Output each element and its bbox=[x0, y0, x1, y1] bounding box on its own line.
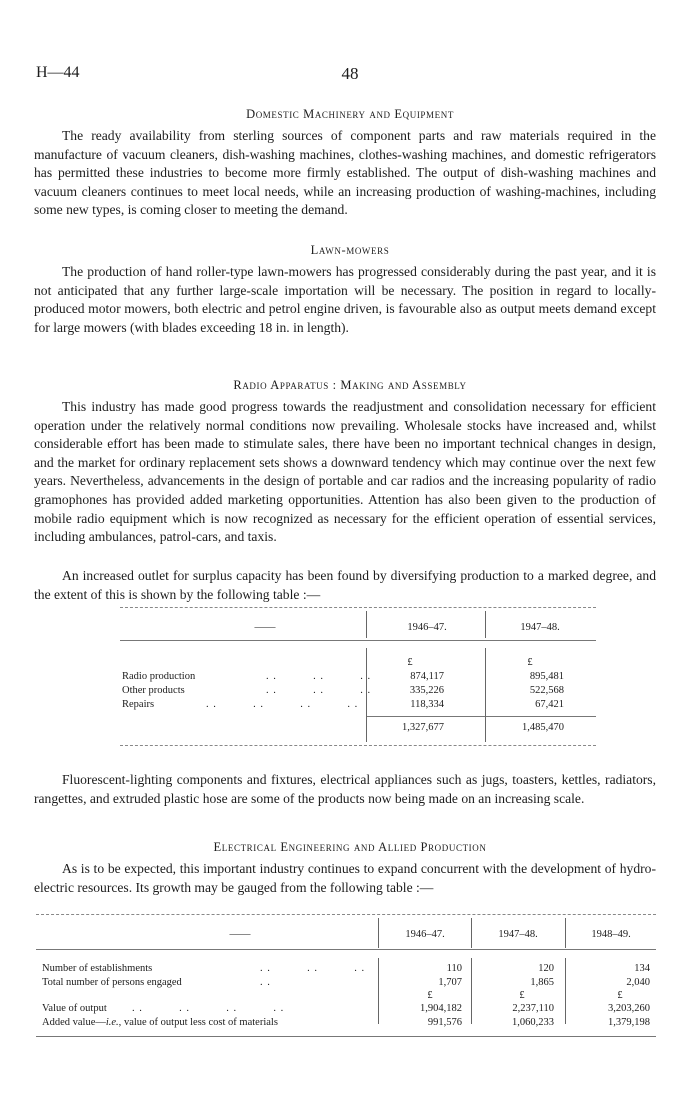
table-rule bbox=[120, 745, 596, 746]
column-divider bbox=[471, 958, 472, 1024]
paragraph-domestic-machinery: The ready availability from sterling sources of component parts and raw materials required in the manufacture of vacuum cleaners, dish-washing machines, clothes-washing machines, and domestic refrigerators has permitted these industries to become more firmly established. The output of dish-washing machines and vacuum cleaners continues to meet local needs, while an increasing production of washing-machines, including some new types, is coming closer to meeting the demand. bbox=[34, 128, 656, 218]
table-cell: 3,203,260 bbox=[608, 1003, 650, 1014]
table-cell: 1,060,233 bbox=[512, 1017, 554, 1028]
column-divider bbox=[366, 716, 367, 742]
table-rule bbox=[36, 1036, 656, 1037]
column-divider bbox=[485, 611, 486, 638]
dot-leader: . . . . . . bbox=[260, 963, 366, 974]
table-total: 1,485,470 bbox=[522, 722, 564, 733]
table-row-label: Number of establishments bbox=[42, 963, 153, 974]
table-row-label: Other products bbox=[122, 685, 185, 696]
currency-unit: £ bbox=[527, 657, 533, 668]
table-blank-header: —— bbox=[229, 929, 251, 940]
section-title-lawn-mowers: Lawn-mowers bbox=[310, 243, 390, 257]
column-header: 1946–47. bbox=[405, 929, 445, 940]
table-cell: 120 bbox=[538, 963, 554, 974]
section-title-radio-apparatus: Radio Apparatus : Making and Assembly bbox=[233, 378, 467, 392]
currency-unit: £ bbox=[427, 990, 433, 1001]
paragraph-radio-industry: This industry has made good progress towards the readjustment and consolidation necessary for efficient operation under the relatively normal conditions now prevailing. Wholesale stocks have increased and, whilst considerable effort has been made to stimulate sales, there have been no important technical changes in design, and the market for ordinary replacement sets shows a downward tendency which may continue over the next few years. Nevertheless, advancements in the design of portable and car radios and the increasing popularity of radio gramophones has provided added marketing opportunities. Attention has also been given to the production of mobile radio equipment which is now recognized as necessary for the efficient operation of essential services, including ambulances, patrol-cars, and taxis. bbox=[34, 399, 656, 545]
column-header: 1947–48. bbox=[520, 622, 560, 633]
label-part: Added value— bbox=[42, 1017, 106, 1028]
column-divider bbox=[485, 648, 486, 716]
column-divider bbox=[565, 918, 566, 948]
table-cell: 2,237,110 bbox=[512, 1003, 554, 1014]
section-title-domestic-machinery: Domestic Machinery and Equipment bbox=[246, 107, 454, 121]
table-row-label: Value of output bbox=[42, 1003, 107, 1014]
table-cell: 67,421 bbox=[535, 699, 564, 710]
table-rule bbox=[120, 607, 596, 608]
paragraph-electrical-engineering: As is to be expected, this important industry continues to expand concurrent with the development of hydro-electric resources. Its growth may be gauged from the following table :— bbox=[34, 861, 656, 895]
column-header: 1947–48. bbox=[498, 929, 538, 940]
column-divider bbox=[378, 958, 379, 1024]
dot-leader: . . . . . . . . bbox=[132, 1003, 285, 1014]
table-total: 1,327,677 bbox=[402, 722, 444, 733]
table-cell: 522,568 bbox=[529, 685, 564, 696]
label-part-italic: i.e., bbox=[105, 1017, 122, 1028]
dot-leader: . . . . . . bbox=[266, 671, 372, 682]
paragraph-fluorescent-lighting: Fluorescent-lighting components and fixtures, electrical appliances such as jugs, toasters, kettles, radiators, rangettes, and extruded plastic hose are some of the products now being made on an increasing scale. bbox=[34, 772, 656, 806]
column-divider bbox=[485, 716, 486, 742]
column-divider bbox=[366, 648, 367, 716]
table-row-label: Repairs bbox=[122, 699, 155, 710]
page-header bbox=[0, 64, 700, 84]
column-divider bbox=[471, 918, 472, 948]
table-cell: 1,865 bbox=[530, 977, 554, 988]
table-cell: 2,040 bbox=[626, 977, 650, 988]
table-row-label: Total number of persons engaged bbox=[42, 977, 182, 988]
column-divider bbox=[366, 611, 367, 638]
table-row-label: Radio production bbox=[122, 671, 196, 682]
table-cell: 874,117 bbox=[410, 671, 444, 682]
paragraph-lawn-mowers: The production of hand roller-type lawn-mowers has progressed considerably during the past year, and it is not anticipated that any further large-scale importation will be necessary. The position in regard to locally-produced motor mowers, both electric and petrol engine driven, is favourable also as output meets demand except for large mowers (with blades exceeding 18 in. in length). bbox=[34, 264, 656, 335]
dot-leader: . . . . . . bbox=[266, 685, 372, 696]
dot-leader: . . bbox=[260, 977, 271, 988]
column-divider bbox=[565, 958, 566, 1024]
paragraph-radio-outlet: An increased outlet for surplus capacity has been found by diversifying production to a marked degree, and the extent of this is shown by the following table :— bbox=[34, 568, 656, 602]
table-cell: 1,904,182 bbox=[420, 1003, 462, 1014]
label-part: value of output less cost of materials bbox=[121, 1017, 278, 1028]
dot-leader: . . . . . . . . bbox=[206, 699, 359, 710]
table-cell: 118,334 bbox=[410, 699, 444, 710]
column-header: 1948–49. bbox=[591, 929, 631, 940]
table-row-label bbox=[42, 1017, 278, 1028]
table-cell: 134 bbox=[634, 963, 650, 974]
currency-unit: £ bbox=[407, 657, 413, 668]
table-rule bbox=[36, 914, 656, 915]
table-cell: 1,379,198 bbox=[608, 1017, 650, 1028]
table-cell: 1,707 bbox=[438, 977, 462, 988]
table-blank-header: —— bbox=[254, 622, 276, 633]
table-cell: 110 bbox=[446, 963, 462, 974]
table-rule bbox=[120, 640, 596, 641]
column-header: 1946–47. bbox=[407, 622, 447, 633]
table-cell: 335,226 bbox=[409, 685, 444, 696]
total-rule bbox=[366, 716, 596, 717]
table-cell: 895,481 bbox=[529, 671, 564, 682]
section-title-electrical-engineering: Electrical Engineering and Allied Production bbox=[213, 840, 487, 854]
page-number: 48 bbox=[341, 64, 359, 83]
table-cell: 991,576 bbox=[427, 1017, 462, 1028]
column-divider bbox=[378, 918, 379, 948]
report-code: H—44 bbox=[36, 64, 80, 81]
table-rule bbox=[36, 949, 656, 950]
currency-unit: £ bbox=[617, 990, 623, 1001]
currency-unit: £ bbox=[519, 990, 525, 1001]
